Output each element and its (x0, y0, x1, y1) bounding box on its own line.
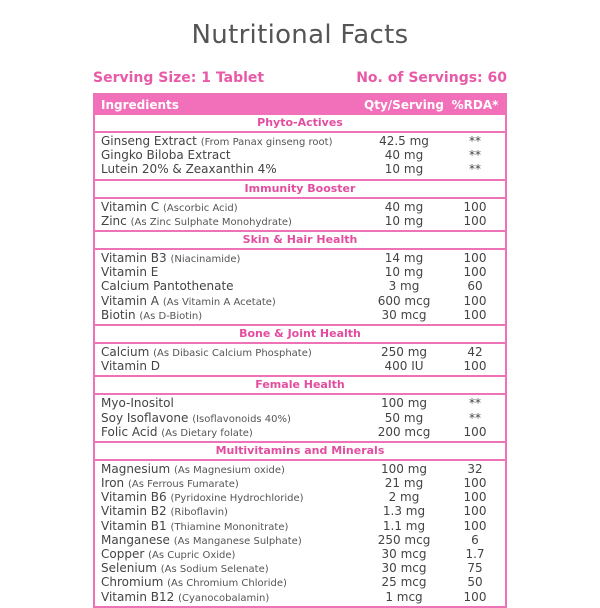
serving-info (93, 70, 507, 86)
section-rows (95, 250, 505, 324)
rda-cell: 100 (463, 518, 487, 533)
ingredient-cell (95, 214, 363, 228)
table-row (95, 504, 505, 518)
qty-cell: 21 mg (384, 476, 424, 491)
ingredient-cell (95, 251, 363, 265)
table-row (95, 575, 505, 589)
rda-cell: ** (469, 396, 481, 411)
ingredient-name: Zinc (101, 213, 127, 228)
table-row (95, 396, 505, 410)
ingredient-name: Calcium (101, 344, 150, 359)
ingredient-name: Vitamin C (101, 199, 160, 214)
table-row (95, 148, 505, 162)
ingredient-cell (95, 575, 363, 589)
ingredient-name: Soy Isoflavone (101, 410, 189, 425)
ingredient-cell (95, 148, 363, 162)
ingredient-cell (95, 396, 363, 410)
rda-cell: 1.7 (465, 547, 485, 562)
ingredient-cell (95, 279, 363, 293)
ingredient-note: (As Magnesium oxide) (174, 464, 285, 476)
table-body (95, 115, 505, 606)
table-row (95, 294, 505, 308)
ingredient-name: Copper (101, 547, 145, 562)
ingredient-cell (95, 308, 363, 322)
ingredient-name: Magnesium (101, 461, 171, 476)
rda-cell: 100 (463, 307, 487, 322)
table-row (95, 308, 505, 322)
ingredient-name: Biotin (101, 307, 136, 322)
ingredient-cell (95, 162, 363, 176)
rda-cell: 100 (463, 589, 487, 604)
ingredient-cell (95, 547, 363, 561)
qty-cell: 100 mg (380, 461, 428, 476)
rda-cell: ** (469, 134, 481, 149)
rda-cell: 6 (471, 532, 479, 547)
ingredient-cell (95, 411, 363, 425)
table-row (95, 359, 505, 373)
table-row (95, 200, 505, 214)
ingredient-note: (As Dibasic Calcium Phosphate) (153, 347, 312, 359)
page-title: Nutritional Facts (191, 20, 409, 50)
rda-cell: 100 (463, 359, 487, 374)
ingredient-cell (95, 533, 363, 547)
ingredient-name: Vitamin B3 (101, 251, 167, 266)
qty-cell: 10 mg (384, 265, 424, 280)
rda-cell: 42 (467, 344, 483, 359)
ingredient-name: Calcium Pantothenate (101, 279, 234, 294)
rda-cell: 100 (463, 424, 487, 439)
ingredient-cell (95, 294, 363, 308)
rda-cell: ** (469, 410, 481, 425)
header-ingredients: Ingredients (101, 98, 179, 112)
ingredient-cell (95, 476, 363, 490)
rda-cell: 100 (463, 504, 487, 519)
table-row (95, 134, 505, 148)
section-heading: Skin & Hair Health (95, 230, 505, 250)
table-row (95, 519, 505, 533)
nutrition-table (93, 93, 507, 608)
qty-cell: 200 mcg (377, 424, 431, 439)
ingredient-name: Folic Acid (101, 424, 158, 439)
rda-cell: 100 (463, 213, 487, 228)
ingredient-note: (From Panax ginseng root) (200, 137, 333, 149)
table-row (95, 561, 505, 575)
ingredient-note: (Niacinamide) (170, 254, 241, 266)
ingredient-note: (Pyridoxine Hydrochloride) (170, 493, 304, 505)
qty-cell: 10 mg (384, 162, 424, 177)
table-row (95, 425, 505, 439)
ingredient-name: Vitamin E (101, 265, 159, 280)
ingredient-name: Myo-Inositol (101, 396, 174, 411)
ingredient-note: (As Dietary folate) (161, 427, 253, 439)
qty-cell: 25 mcg (381, 575, 427, 590)
table-row (95, 265, 505, 279)
qty-cell: 30 mcg (381, 561, 427, 576)
table-row (95, 547, 505, 561)
qty-cell: 10 mg (384, 213, 424, 228)
qty-cell: 40 mg (384, 148, 424, 163)
ingredient-name: Vitamin B6 (101, 490, 167, 505)
table-row (95, 590, 505, 604)
rda-cell: 75 (467, 561, 483, 576)
serving-size: Serving Size: 1 Tablet (93, 70, 265, 86)
section-heading: Bone & Joint Health (95, 324, 505, 344)
ingredient-name: Lutein 20% & Zeaxanthin 4% (101, 162, 277, 177)
qty-cell: 42.5 mg (379, 134, 429, 149)
ingredient-cell (95, 425, 363, 439)
table-row (95, 476, 505, 490)
ingredient-name: Manganese (101, 532, 170, 547)
ingredient-name: Vitamin D (101, 359, 161, 374)
ingredient-note: (Riboflavin) (170, 507, 228, 519)
qty-cell: 30 mcg (381, 547, 427, 562)
section-heading: Immunity Booster (95, 179, 505, 199)
ingredient-name: Vitamin B1 (101, 518, 167, 533)
table-row (95, 533, 505, 547)
table-row (95, 410, 505, 424)
section-rows (95, 461, 505, 606)
qty-cell: 50 mg (384, 410, 424, 425)
ingredient-note: (Ascorbic Acid) (163, 202, 238, 214)
ingredient-name: Vitamin B2 (101, 504, 167, 519)
table-row (95, 279, 505, 293)
rda-cell: 50 (467, 575, 483, 590)
table-row (95, 490, 505, 504)
table-header (95, 95, 505, 115)
ingredient-note: (As D-Biotin) (139, 310, 203, 322)
qty-cell: 400 IU (384, 359, 424, 374)
ingredient-cell (95, 359, 363, 373)
qty-cell: 1.1 mg (382, 518, 426, 533)
ingredient-cell (95, 561, 363, 575)
ingredient-note: (Thiamine Mononitrate) (170, 521, 289, 533)
ingredient-note: (Isoflavonoids 40%) (192, 413, 291, 425)
qty-cell: 2 mg (388, 490, 420, 505)
qty-cell: 1 mcg (385, 589, 423, 604)
ingredient-note: (Cyanocobalamin) (178, 592, 270, 604)
ingredient-note: (As Manganese Sulphate) (173, 535, 302, 547)
ingredient-cell (95, 134, 363, 148)
qty-cell: 250 mcg (377, 532, 431, 547)
rda-cell: ** (469, 162, 481, 177)
ingredient-note: (As Cupric Oxide) (148, 550, 236, 562)
ingredient-note: (As Ferrous Fumarate) (127, 479, 239, 491)
rda-cell: 100 (463, 293, 487, 308)
ingredient-cell (95, 519, 363, 533)
ingredient-name: Iron (101, 476, 125, 491)
rda-cell: 32 (467, 461, 483, 476)
rda-cell: ** (469, 148, 481, 163)
qty-cell: 3 mg (388, 279, 420, 294)
qty-cell: 14 mg (384, 251, 424, 266)
rda-cell: 60 (467, 279, 483, 294)
ingredient-cell (95, 504, 363, 518)
ingredient-note: (As Zinc Sulphate Monohydrate) (130, 216, 292, 228)
ingredient-name: Vitamin B12 (101, 589, 175, 604)
ingredient-cell (95, 265, 363, 279)
table-row (95, 214, 505, 228)
ingredient-name: Selenium (101, 561, 157, 576)
rda-cell: 100 (463, 476, 487, 491)
ingredient-note: (As Chromium Chloride) (167, 578, 287, 590)
ingredient-cell (95, 590, 363, 604)
table-row (95, 251, 505, 265)
ingredient-cell (95, 462, 363, 476)
qty-cell: 100 mg (380, 396, 428, 411)
header-qty: Qty/Serving (364, 98, 444, 112)
table-row (95, 162, 505, 176)
table-row (95, 345, 505, 359)
rda-cell: 100 (463, 265, 487, 280)
ingredient-name: Gingko Biloba Extract (101, 148, 231, 163)
section-heading: Female Health (95, 375, 505, 395)
section-heading: Multivitamins and Minerals (95, 441, 505, 461)
ingredient-note: (As Sodium Selenate) (160, 564, 269, 576)
section-rows (95, 395, 505, 441)
header-rda: %RDA* (451, 98, 499, 112)
qty-cell: 30 mcg (381, 307, 427, 322)
section-heading: Phyto-Actives (95, 115, 505, 133)
section-rows (95, 133, 505, 179)
qty-cell: 250 mg (380, 344, 428, 359)
rda-cell: 100 (463, 490, 487, 505)
rda-cell: 100 (463, 251, 487, 266)
ingredient-name: Ginseng Extract (101, 134, 197, 149)
ingredient-name: Chromium (101, 575, 164, 590)
ingredient-note: (As Vitamin A Acetate) (162, 296, 276, 308)
rda-cell: 100 (463, 199, 487, 214)
ingredient-cell (95, 345, 363, 359)
qty-cell: 1.3 mg (382, 504, 426, 519)
section-rows (95, 199, 505, 230)
ingredient-cell (95, 490, 363, 504)
ingredient-cell (95, 200, 363, 214)
section-rows (95, 344, 505, 375)
qty-cell: 40 mg (384, 199, 424, 214)
number-of-servings: No. of Servings: 60 (356, 70, 507, 86)
ingredient-name: Vitamin A (101, 293, 159, 308)
table-row (95, 462, 505, 476)
qty-cell: 600 mcg (377, 293, 431, 308)
